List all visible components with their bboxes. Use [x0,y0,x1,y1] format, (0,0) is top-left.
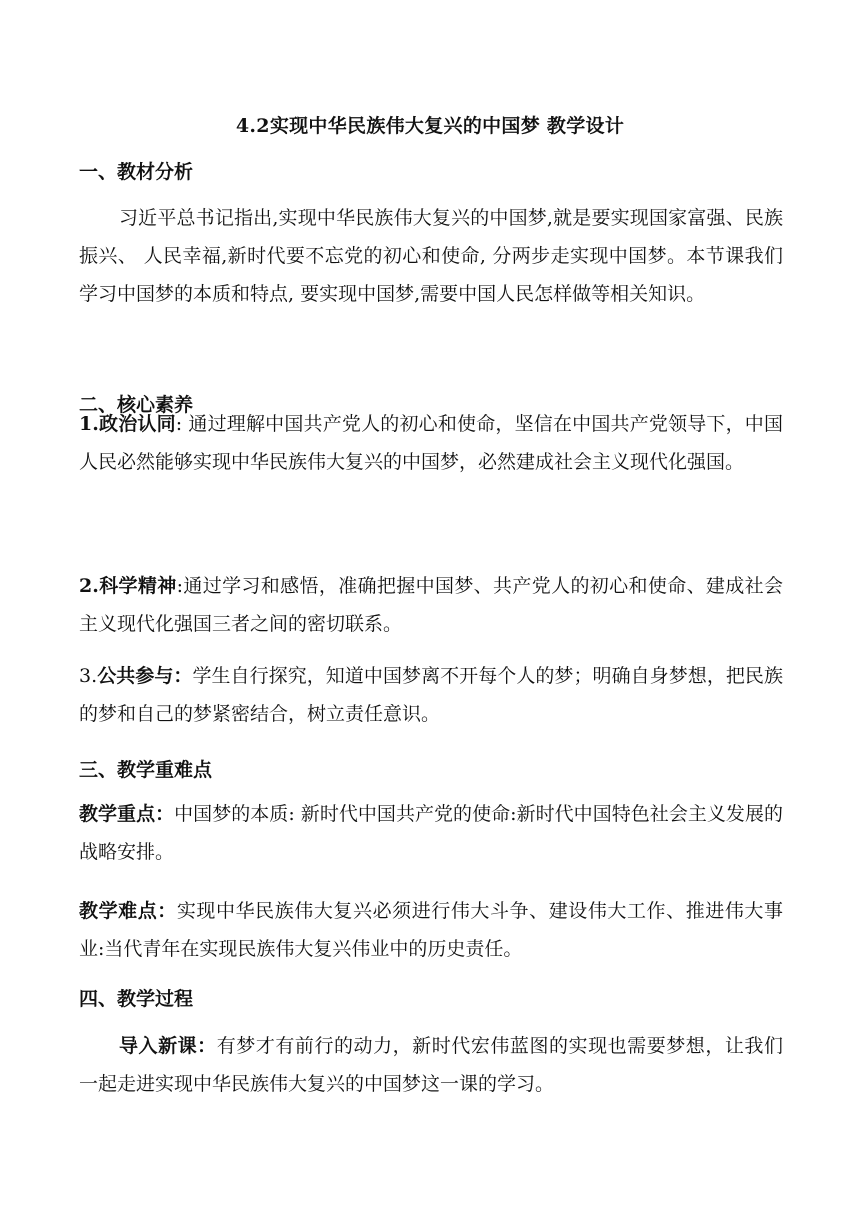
item-text: :通过学习和感悟，准确把握中国梦、共产党人的初心和使命、建成社会主义现代化强国三者之间的密切联系。 [79,575,783,635]
introduction-text: 有梦才有前行的动力，新时代宏伟蓝图的实现也需要梦想，让我们一起走进实现中华民族伟大复兴的中国梦这一课的学习。 [79,1035,783,1095]
difficult-point-label: 教学难点： [79,900,177,922]
section-heading-material-analysis: 一、教材分析 [79,161,194,183]
key-point-text: 中国梦的本质: 新时代中国共产党的使命:新时代中国特色社会主义发展的战略安排。 [79,803,783,863]
item-text: 学生自行探究，知道中国梦离不开每个人的梦；明确自身梦想，把民族的梦和自己的梦紧密结合，树立责任意识。 [79,665,783,725]
material-analysis-paragraph: 习近平总书记指出,实现中华民族伟大复兴的中国梦,就是要实现国家富强、民族振兴、 人民幸福,新时代要不忘党的初心和使命, 分两步走实现中国梦。本节课我们学习中国梦的本质和特点, 要实现中国梦,需要中国人民怎样做等相关知识。 [79,207,783,305]
section-heading-teaching-process: 四、教学过程 [79,988,194,1010]
item-label: 公共参与： [97,665,193,687]
section-heading-core-literacy: 二、核心素养 [79,394,194,416]
teaching-key-point [79,795,783,871]
item-number: 3. [79,665,98,687]
core-literacy-item-2 [79,567,783,643]
item-label: 1.政治认同 [79,413,176,435]
lesson-introduction [79,1027,783,1103]
teaching-difficult-point [79,892,783,968]
core-literacy-item-3 [79,657,783,733]
difficult-point-text: 实现中华民族伟大复兴必须进行伟大斗争、建设伟大工作、推进伟大事业:当代青年在实现民族伟大复兴伟业中的历史责任。 [79,900,783,960]
introduction-label: 导入新课： [119,1035,217,1057]
key-point-label: 教学重点： [79,803,175,825]
document-title: 4.2实现中华民族伟大复兴的中国梦 教学设计 [235,115,625,137]
item-text: : 通过理解中国共产党人的初心和使命，坚信在中国共产党领导下，中国人民必然能够实现中华民族伟大复兴的中国梦，必然建成社会主义现代化强国。 [79,413,783,473]
item-label: 2.科学精神 [79,575,177,597]
core-literacy-item-1 [79,405,783,481]
section-heading-key-difficult-points: 三、教学重难点 [79,759,213,781]
